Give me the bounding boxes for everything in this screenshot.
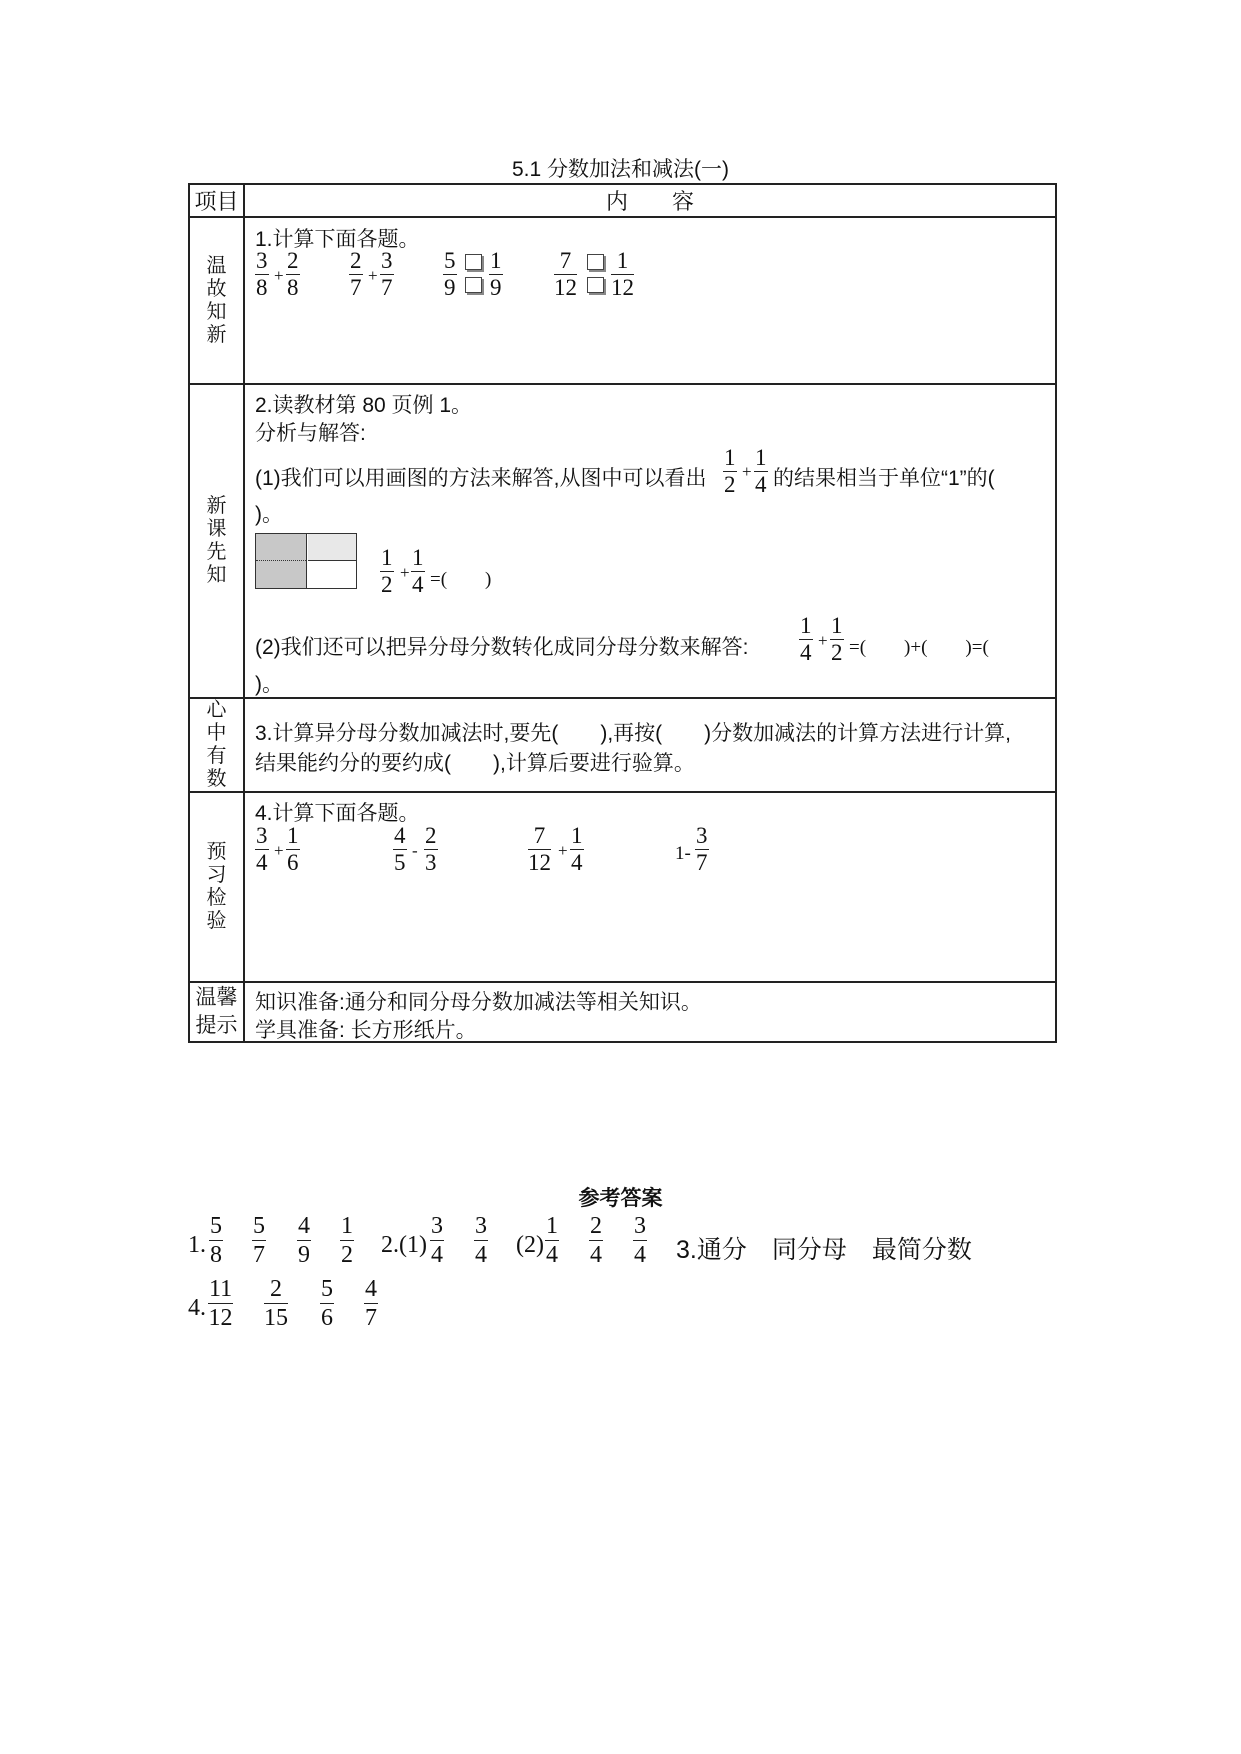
table-header-row — [189, 184, 1056, 217]
blank-box[interactable] — [465, 277, 482, 293]
answers-title: 参考答案 — [578, 1187, 663, 1210]
fraction: $\frac{3}{7}$ — [381, 248, 393, 300]
plus-sign: + — [400, 563, 410, 582]
section-tips-content — [244, 982, 1056, 1042]
knowledge-prep: 知识准备:通分和同分母分数加减法等相关知识。 — [255, 991, 702, 1014]
fraction: $\frac{3}{4}$ — [256, 823, 268, 875]
fraction: $\frac{1}{4}$ — [571, 823, 583, 875]
section-check — [189, 792, 1056, 982]
answer-2-label: 2.(1) — [381, 1232, 427, 1258]
prefix-operand: 1- — [675, 843, 691, 864]
fraction: $\frac{7}{12}$ — [528, 823, 551, 875]
answer-4-label: 4. — [188, 1295, 206, 1321]
section-preview — [189, 384, 1056, 698]
side-label-preview — [190, 495, 243, 587]
fraction: $\frac{5}{9}$ — [444, 248, 456, 300]
section-label — [189, 792, 244, 982]
answer-fraction: $\frac{3}{4}$ — [634, 1213, 646, 1268]
blank-box[interactable] — [587, 254, 604, 270]
section-check-content — [244, 792, 1056, 982]
fraction-quarter: $\frac{1}{4}$ — [755, 445, 767, 497]
side-char: 中 — [206, 722, 227, 744]
plus-sign: + — [742, 462, 752, 481]
section-label — [189, 217, 244, 384]
side-char: 知 — [206, 300, 227, 323]
side-label-check — [190, 841, 243, 933]
minus-sign: - — [412, 841, 418, 860]
part-2-blanks: =( )+( )=( — [849, 637, 989, 658]
side-char: 心 — [206, 699, 227, 721]
plus-sign: + — [274, 841, 284, 860]
section-key-points — [189, 698, 1056, 792]
section-review — [189, 217, 1056, 384]
section-label — [189, 384, 244, 698]
fraction-half: $\frac{1}{2}$ — [724, 445, 736, 497]
plus-sign: + — [558, 841, 568, 860]
shaded-half — [256, 534, 307, 588]
section-tips — [189, 982, 1056, 1042]
answer-fraction: $\frac{5}{7}$ — [253, 1213, 265, 1268]
section-label — [189, 982, 244, 1042]
fraction: $\frac{3}{7}$ — [696, 823, 708, 875]
section-label — [189, 698, 244, 792]
answer-fraction: $\frac{5}{8}$ — [210, 1213, 222, 1268]
side-label-key-points — [190, 699, 243, 791]
answer-fraction: $\frac{4}{9}$ — [298, 1213, 310, 1268]
side-char: 新 — [206, 495, 227, 517]
answer-fraction: $\frac{1}{2}$ — [341, 1213, 353, 1268]
worksheet-table — [188, 183, 1057, 1043]
fraction-diagram — [255, 533, 357, 589]
side-char: 检 — [206, 887, 227, 909]
part-2-end: )。 — [255, 673, 283, 696]
blank-box[interactable] — [587, 277, 604, 293]
section-preview-content — [244, 384, 1056, 698]
header-item: 项目 — [189, 184, 244, 217]
side-label-tips-1: 温馨 — [195, 986, 238, 1009]
fraction: $\frac{4}{5}$ — [394, 823, 406, 875]
side-char: 新 — [206, 323, 227, 346]
question-1: 1.计算下面各题。 — [255, 228, 420, 251]
answer-fraction: $\frac{11}{12}$ — [208, 1276, 233, 1331]
side-char: 验 — [206, 910, 227, 932]
fraction: $\frac{2}{8}$ — [287, 248, 299, 300]
plus-sign: + — [274, 266, 284, 285]
side-char: 课 — [206, 518, 227, 540]
question-3-line-2: 结果能约分的要约成( ),计算后要进行验算。 — [255, 752, 695, 775]
part-1-text-b: 的结果相当于单位“1”的( — [773, 467, 995, 490]
fraction: $\frac{1}{9}$ — [490, 248, 502, 300]
answer-fraction: $\frac{2}{15}$ — [264, 1276, 288, 1331]
side-char: 习 — [206, 864, 227, 886]
fraction-half: $\frac{1}{2}$ — [381, 545, 393, 597]
part-2-text: (2)我们还可以把异分母分数转化成同分母分数来解答: — [255, 636, 749, 659]
fraction-quarter: $\frac{1}{4}$ — [412, 545, 424, 597]
header-content: 内 容 — [244, 184, 1056, 217]
answer-fraction: $\frac{1}{4}$ — [546, 1213, 558, 1268]
side-char: 有 — [206, 745, 227, 767]
answer-fraction: $\frac{4}{7}$ — [365, 1276, 377, 1331]
blank-box[interactable] — [465, 254, 482, 270]
answer-2b-label: (2) — [516, 1232, 544, 1258]
side-char: 预 — [206, 841, 227, 863]
answer-3: 3.通分 同分母 最简分数 — [676, 1236, 972, 1264]
side-char: 温 — [206, 254, 227, 277]
side-char: 故 — [206, 277, 227, 300]
fraction: $\frac{7}{12}$ — [554, 248, 577, 300]
analysis-label: 分析与解答: — [255, 422, 366, 445]
question-2: 2.读教材第 80 页例 1。 — [255, 394, 473, 417]
section-key-points-content — [244, 698, 1056, 792]
page-title: 5.1 分数加法和减法(一) — [511, 158, 729, 181]
equation-result: =( ) — [430, 569, 492, 590]
fraction: $\frac{2}{7}$ — [350, 248, 362, 300]
fraction: $\frac{3}{8}$ — [256, 248, 268, 300]
question-3-line-1: 3.计算异分母分数加减法时,要先( ),再按( )分数加减法的计算方法进行计算, — [255, 722, 1011, 745]
side-char: 先 — [206, 541, 227, 563]
plus-sign: + — [818, 631, 828, 650]
plus-sign: + — [368, 266, 378, 285]
part-1-end: )。 — [255, 503, 283, 526]
answer-fraction: $\frac{2}{4}$ — [590, 1213, 602, 1268]
side-label-review — [190, 255, 243, 347]
section-review-content — [244, 217, 1056, 384]
answer-fraction: $\frac{3}{4}$ — [431, 1213, 443, 1268]
fraction-quarter: $\frac{1}{4}$ — [800, 613, 812, 665]
tools-prep: 学具准备: 长方形纸片。 — [255, 1019, 477, 1042]
part-1-text: (1)我们可以用画图的方法来解答,从图中可以看出 — [255, 467, 707, 490]
shaded-quarter — [308, 534, 356, 561]
fraction: $\frac{1}{12}$ — [611, 248, 634, 300]
question-4: 4.计算下面各题。 — [255, 802, 420, 825]
answer-fraction: $\frac{5}{6}$ — [321, 1276, 333, 1331]
fraction: $\frac{2}{3}$ — [425, 823, 437, 875]
fraction-half: $\frac{1}{2}$ — [831, 613, 843, 665]
side-char: 知 — [206, 564, 227, 586]
answer-fraction: $\frac{3}{4}$ — [475, 1213, 487, 1268]
side-char: 数 — [206, 768, 227, 790]
side-label-tips-2: 提示 — [195, 1014, 238, 1037]
answer-1-label: 1. — [188, 1232, 206, 1258]
fraction: $\frac{1}{6}$ — [287, 823, 299, 875]
